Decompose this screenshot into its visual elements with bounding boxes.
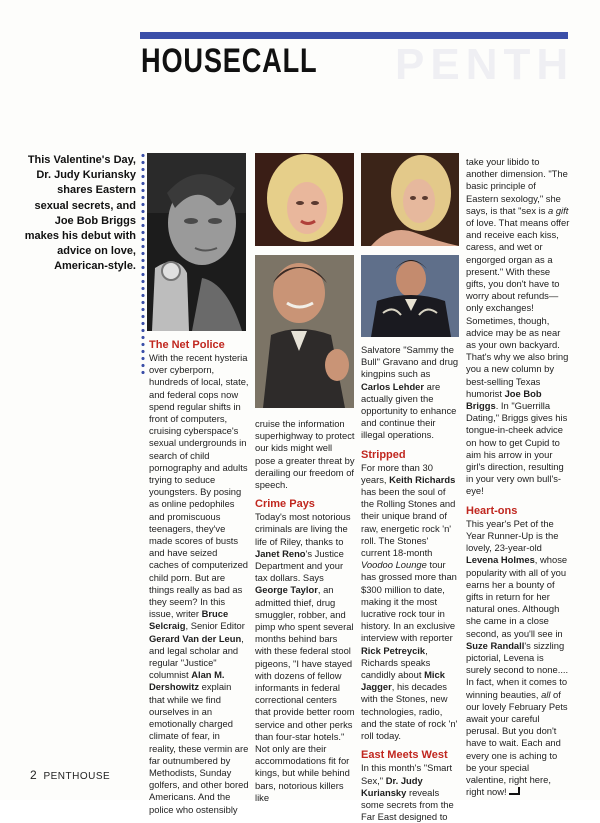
- headline-stripped: Stripped: [361, 448, 406, 461]
- article-net-police-continued: cruise the information superhighway to protect our kids might well pose a greater threat by derailing our freedom of speech.: [255, 418, 355, 491]
- article-heart-ons: This year's Pet of the Year Runner-Up is the lovely, 23-year-old Levena Holmes, whose popularity with all of you earns her a bounty of gifts in return for her natural ones. Although she came in a close second, as you'll see in Suze Randall's sizzling pictorial, Levena is surely second to none.... In fact, when it comes to winning beauties, all of our lovely February Pets await your careful perusal. But you don't have to wait. Each and every one is aching to be your special valentine, right here, right now!: [466, 517, 569, 798]
- article-net-police: With the recent hysteria over cyberporn, hundreds of local, state, and federal cops now spend regular shifts in front of computers, cruising cyberspace's sexual undergrounds in search of child pornography and adults trying to seduce youngsters. By posing as online pedophiles and promiscuous teenagers, they've made scores of busts and have seized caches of computerized child porn. But are things really as bad as they seem? In this issue, writer Bruce Selcraig, Senior Editor Gerard Van der Leun, and legal scholar and regular "Justice" columnist Alan M. Dershowitz explain that while we find ourselves in an emotionally charged climate of fear, in reality, these vermin are far outnumbered by Methodists, Sunday golfers, and other bored Americans. And the police who ostensibly: [149, 352, 249, 815]
- article-crime-pays: Today's most notorious criminals are living the life of Riley, thanks to Janet Reno's Justice Department and your tax dollars. Says George Taylor, an admitted thief, drug smuggler, robber, and pimp who spent several months behind bars with these federal stool pigeons, "I have stayed with dozens of fellow informants in federal correctional centers that provide better room service and other perks than four-star hotels." Not only are their accommodations fit for kings, but while behind bars, notorious killers like: [255, 511, 355, 803]
- column-4: [466, 156, 570, 798]
- headline-east-meets-west: East Meets West: [361, 749, 448, 762]
- photo-joe-bob-briggs: [361, 255, 459, 337]
- intro-dek: This Valentine's Day, Dr. Judy Kuriansky shares Eastern sexual secrets, and Joe Bob Briggs makes his debut with advice on love, American-style.: [24, 154, 136, 273]
- page-footer: [30, 768, 110, 782]
- headline-heart-ons: Heart-ons: [466, 504, 518, 517]
- article-east-meets-west-continued: take your libido to another dimension. "The basic principle of Eastern sexology," she says, is that "sex is a gift of love. That means offer and receive each kiss, caress, and wet or engorged organ as a present." With these gifts, you don't have to worry about refunds—only exchanges! Sometimes, though, advice may be as near as your own backyard. That's why we also bring you a new column by best-selling Texas humorist Joe Bob Briggs. In "Guerrilla Dating," Briggs gives his tongue-in-cheek advice on how to get Cupid to aim his arrow in your girl's direction, resulting in your very own bull's-eye!: [466, 156, 570, 497]
- page-title: HOUSECALL: [141, 42, 318, 80]
- column-3: [361, 344, 459, 823]
- photo-sammy-gravano: [255, 255, 354, 408]
- end-mark-icon: [509, 787, 520, 795]
- footer-magazine-name: PENTHOUSE: [43, 771, 111, 782]
- article-crime-pays-continued: Salvatore "Sammy the Bull" Gravano and drug kingpins such as Carlos Lehder are actually given the opportunity to enhance and continue their illegal operations.: [361, 344, 459, 441]
- headline-crime-pays: Crime Pays: [255, 498, 315, 511]
- page-number: 2: [30, 768, 38, 782]
- column-1: [149, 338, 249, 816]
- photo-blonde-left: [255, 153, 354, 246]
- article-stripped: For more than 30 years, Keith Richards has been the soul of the Rolling Stones and their unique brand of raw, energetic rock 'n' roll. The Stones' current 18-month Voodoo Lounge tour has grossed more than $300 million to date, making it the most lucrative rock tour in history. In an exclusive interview with reporter Rick Petreycik, Richards speaks candidly about Mick Jagger, his decades with the Stones, new technologies, radio, and the state of rock 'n' roll today.: [361, 461, 458, 742]
- photo-keith-richards: [147, 153, 246, 331]
- header-rule: [140, 32, 568, 39]
- article-east-meets-west: In this month's "Smart Sex," Dr. Judy Kuriansky reveals some secrets from the Far East designed to: [361, 762, 454, 823]
- dotted-rule: [140, 152, 146, 374]
- photo-blonde-right: [361, 153, 459, 246]
- ghost-masthead: PENTH: [395, 40, 575, 89]
- column-2: [255, 418, 355, 804]
- headline-net-police: The Net Police: [149, 339, 225, 351]
